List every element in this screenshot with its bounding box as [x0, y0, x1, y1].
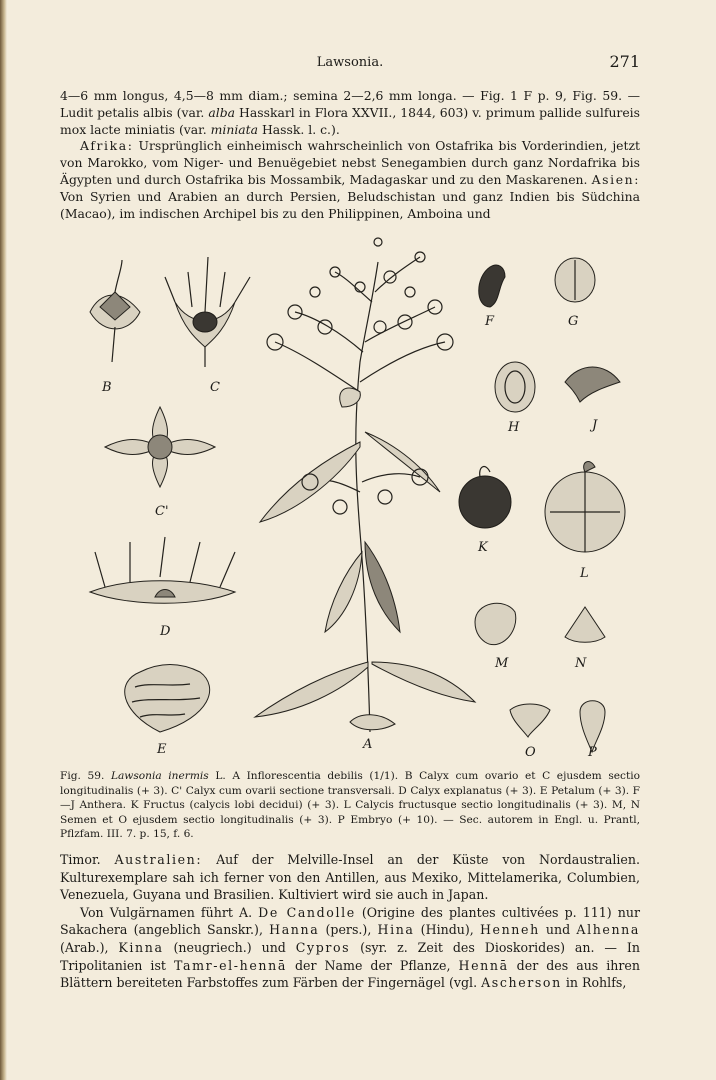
calyx-with-ovary-drawing	[90, 260, 140, 362]
top-text-block	[60, 88, 640, 222]
figure-label-c: C	[210, 380, 220, 395]
anther-g-drawing	[555, 258, 595, 302]
seed-m-drawing	[475, 603, 516, 644]
figure-label-a: A	[363, 737, 373, 752]
petal-drawing	[125, 665, 210, 733]
anther-h-drawing	[495, 362, 535, 412]
figure-label-d: D	[160, 624, 171, 639]
text-line: 4—6 mm longus, 4,5—8 mm diam.; semina 2—2,6 mm longa. — Fig. 1 F p. 9, Fig. 59. — Ludit petalis albis (var. alba Hasskarl in Flora XXVII., 1844, 603) v. primum pallide sulfureis mox lacte miniatis (var. miniata Hassk. l. c.).	[60, 88, 640, 137]
figure-caption: Fig. 59. Lawsonia inermis L. A Inflorescentia debilis (1/1). B Calyx cum ovario et C ejusdem sectio longitudinalis (+ 3). C' Calyx cum ovarii sectione transversali. D Calyx explanatus (+ 3). E Petalum (+ 3). F—J Anthera. K Fructus (calycis lobi decidui) (+ 3). L Calycis fructusque sectio longitudinalis (+ 3). M, N Semen et O ejusdem sectio longitudinalis (+ 3). P Embryo (+ 10). — Sec. autorem in Engl. u. Prantl, Pflzfam. III. 7. p. 15, f. 6.	[60, 770, 640, 841]
botanical-figure	[60, 232, 660, 767]
figure-label-k: K	[478, 540, 488, 555]
figure-illustration	[60, 232, 660, 767]
figure-label-n: N	[575, 656, 587, 671]
fruit-drawing	[459, 467, 511, 528]
vulgar-names-paragraph: Von Vulgärnamen führt A. De Candolle (Origine des plantes cultivées p. 111) nur Sakachera (angeblich Sanskr.), Hanna (pers.), Hina (Hindu), Henneh und Alhenna (Arab.), Kinna (neugriech.) und Cypros (syr. z. Zeit des Dioskorides) an. — In Tripolitanien ist Tamr-el-hennā der Name der Pflanze, Hennā der des aus ihren Blättern bereiteten Farbstoffes zum Färben der Fingernägel (vgl. Ascherson in Rohlfs,	[60, 904, 640, 991]
figure-label-f: F	[485, 314, 495, 329]
afrika-paragraph: Afrika: Ursprünglich einheimisch wahrscheinlich von Ostafrika bis Vorderindien, jetzt von Marokko, vom Niger- und Benuëgebiet nebst Senegambien durch ganz Nordafrika bis Ägypten und durch Ostafrika bis Mossambik, Madagaskar und zu den Maskarenen. Asien: Von Syrien und Arabien an durch Persien, Beludschistan und ganz Indien bis Südchina (Macao), im indischen Archipel bis zu den Philippinen, Amboina und	[60, 138, 640, 221]
calyx-section-drawing	[165, 257, 250, 367]
figure-label-c1: C'	[155, 504, 169, 519]
figure-label-e: E	[157, 742, 167, 757]
page-header	[60, 52, 640, 74]
bottom-text-block	[60, 851, 640, 992]
seed-n-drawing	[565, 607, 605, 642]
figure-label-b: B	[102, 380, 112, 395]
page-spine-shadow	[0, 0, 7, 1080]
anther-j-drawing	[565, 367, 620, 402]
figure-label-m: M	[495, 656, 509, 671]
page-number: 271	[609, 52, 640, 71]
calyx-explanatus-drawing	[90, 537, 235, 603]
fruit-section-drawing	[545, 462, 625, 552]
figure-label-o: O	[525, 745, 536, 760]
plant-inflorescence-drawing	[255, 238, 475, 732]
seed-section-drawing	[510, 704, 550, 737]
figure-label-h: H	[508, 420, 520, 435]
australien-paragraph: Timor. Australien: Auf der Melville-Insel an der Küste von Nordaustralien. Kulturexemplare sah ich ferner von den Antillen, aus Mexiko, Mittelamerika, Columbien, Venezuela, Guyana und Brasilien. Kultiviert wird sie auch in Japan.	[60, 852, 640, 903]
figure-label-p: P	[588, 745, 597, 760]
running-title: Lawsonia.	[316, 55, 384, 70]
figure-label-g: G	[568, 314, 579, 329]
calyx-transverse-drawing	[105, 407, 215, 487]
figure-label-j: J	[592, 418, 598, 433]
figure-label-l: L	[580, 566, 589, 581]
anther-f-drawing	[479, 265, 505, 307]
